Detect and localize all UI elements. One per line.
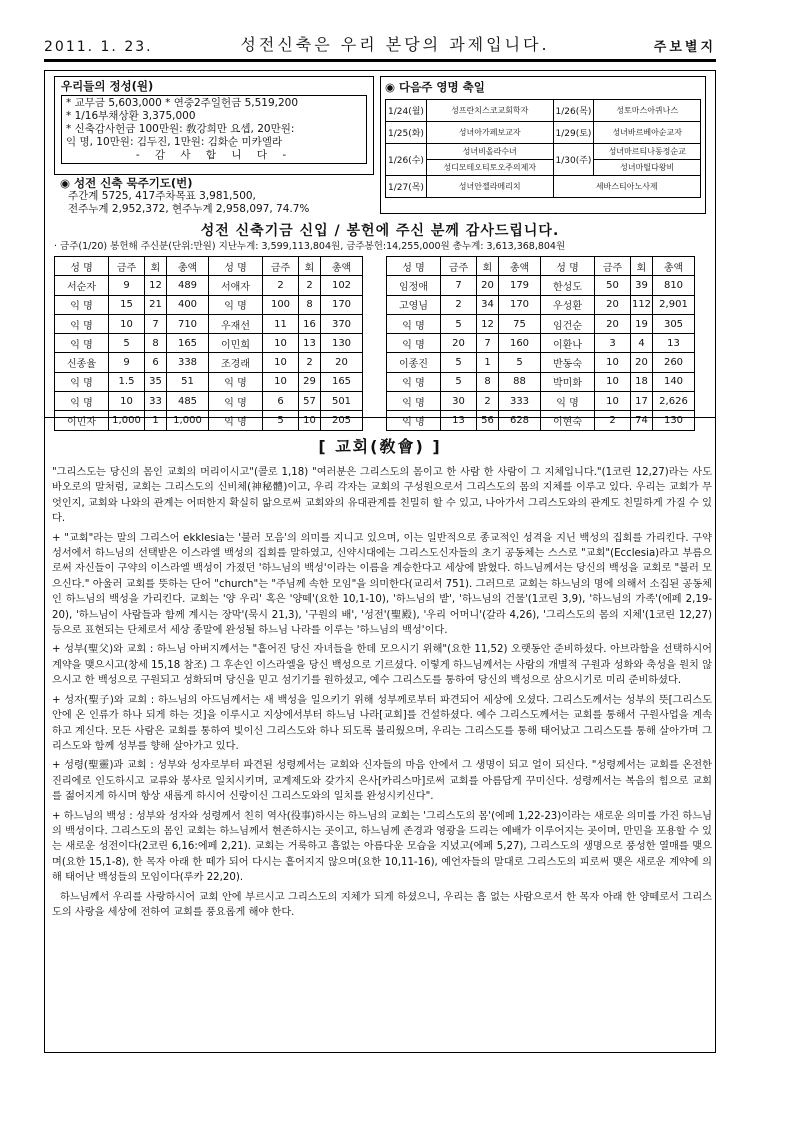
donor-name: 한성도 bbox=[541, 276, 595, 295]
donor-value: 11 bbox=[263, 314, 299, 333]
saint-name: 성녀아가페보교자 bbox=[426, 122, 553, 144]
column-header: 금주 bbox=[109, 257, 145, 276]
column-header: 금주 bbox=[595, 257, 631, 276]
column-header: 회 bbox=[477, 257, 499, 276]
column-header: 성 명 bbox=[387, 257, 441, 276]
table-row bbox=[55, 295, 363, 314]
donor-value: 20 bbox=[595, 314, 631, 333]
donor-value: 75 bbox=[499, 314, 541, 333]
offering-line: * 신축감사헌금 100만원: 敎강희만 요셉, 20만원: bbox=[66, 123, 295, 135]
table-row bbox=[55, 392, 363, 411]
feast-date: 1/29(토) bbox=[553, 122, 594, 144]
offering-line: 익 명, 10만원: 김두진, 1만원: 김화순 미카엘라 bbox=[66, 136, 283, 148]
feast-date: 1/25(화) bbox=[386, 122, 427, 144]
donor-value: 5 bbox=[441, 353, 477, 372]
donor-value: 10 bbox=[595, 372, 631, 391]
donor-name: 익 명 bbox=[387, 411, 441, 430]
donor-value: 102 bbox=[321, 276, 363, 295]
donor-name: 우성환 bbox=[541, 295, 595, 314]
feast-date: 1/30(주) bbox=[553, 144, 594, 176]
donor-value: 12 bbox=[477, 314, 499, 333]
donor-name: 익 명 bbox=[55, 334, 109, 353]
donor-value: 333 bbox=[499, 392, 541, 411]
donor-name: 서애자 bbox=[209, 276, 263, 295]
donor-value: 10 bbox=[109, 314, 145, 333]
table-row bbox=[386, 100, 701, 122]
donor-name: 익 명 bbox=[55, 295, 109, 314]
donor-value: 628 bbox=[499, 411, 541, 430]
donor-value: 29 bbox=[299, 372, 321, 391]
donor-value: 33 bbox=[145, 392, 167, 411]
donor-name: 익 명 bbox=[387, 372, 441, 391]
donor-name: 익 명 bbox=[55, 314, 109, 333]
offering-line: * 1/16부채상환 3,375,000 bbox=[66, 110, 196, 122]
saint-name: 성녀마르티나동정순교 bbox=[594, 144, 701, 160]
donor-value: 56 bbox=[477, 411, 499, 430]
donor-name: 이현숙 bbox=[541, 411, 595, 430]
donor-name: 우재선 bbox=[209, 314, 263, 333]
article-paragraph: "그리스도는 당신의 몸인 교회의 머리이시고"(콜로 1,18) "여러분은 그리스도의 몸이고 한 사람 한 사람이 그 지체입니다."(1코린 12,27)라는 사도 바오로의 말처럼, 교회는 그리스도의 신비체(神秘體)이고, 우리 각자는 교회의 구성원으로서 그리스도의 몸의 지체를 이루고 있다. 우리는 교회가 무엇인지, 교회와 나와의 관계는 어떠한지 확실히 앎으로써 교회와의 유대관계를 친밀히 할 수 있고, 나아가서 그리스도와의 관계도 친밀하게 가질 수 있다. bbox=[52, 467, 712, 525]
feast-date: 1/24(월) bbox=[386, 100, 427, 122]
donor-name: 임건순 bbox=[541, 314, 595, 333]
donor-value: 485 bbox=[167, 392, 209, 411]
donor-value: 6 bbox=[145, 353, 167, 372]
donor-name: 신종율 bbox=[55, 353, 109, 372]
donor-name: 이민희 bbox=[209, 334, 263, 353]
table-row bbox=[55, 276, 363, 295]
donor-value: 20 bbox=[595, 295, 631, 314]
column-header: 성 명 bbox=[55, 257, 109, 276]
donor-name: 익 명 bbox=[55, 372, 109, 391]
donor-value: 10 bbox=[263, 353, 299, 372]
table-row bbox=[386, 176, 701, 198]
fund-summary: · 금주(1/20) 봉헌해 주신분(단위:만원) 지난누계: 3,599,113,804원, 금주봉헌:14,255,000원 총누계: 3,613,368,804원 bbox=[54, 241, 566, 252]
donor-table-right bbox=[386, 256, 695, 431]
column-header: 성 명 bbox=[209, 257, 263, 276]
table-header-row bbox=[55, 257, 363, 276]
donor-value: 1,000 bbox=[109, 411, 145, 430]
donor-value: 5 bbox=[441, 314, 477, 333]
table-row bbox=[55, 372, 363, 391]
donor-value: 100 bbox=[263, 295, 299, 314]
donor-value: 15 bbox=[109, 295, 145, 314]
page-header bbox=[44, 30, 716, 62]
donor-value: 1 bbox=[145, 411, 167, 430]
donor-value: 170 bbox=[321, 295, 363, 314]
donor-value: 88 bbox=[499, 372, 541, 391]
column-header: 총액 bbox=[653, 257, 695, 276]
saint-name: 세바스티아노사제 bbox=[553, 176, 701, 198]
donor-name: 익 명 bbox=[387, 334, 441, 353]
donor-value: 2,626 bbox=[653, 392, 695, 411]
donor-value: 13 bbox=[441, 411, 477, 430]
feast-date: 1/26(수) bbox=[386, 144, 427, 176]
donor-value: 13 bbox=[653, 334, 695, 353]
donor-value: 5 bbox=[263, 411, 299, 430]
saint-name: 성토마스아퀴나스 bbox=[594, 100, 701, 122]
article-paragraph: + 성부(聖父)와 교회 : 하느님 아버지께서는 "흩어진 당신 자녀들을 한데 모으시기 위해"(요한 11,52) 오랫동안 준비하셨다. 아브라함을 선택하시어 계약을 맺으시고(창세 15,18 참조) 그 후손인 이스라엘을 당신 백성으로 기르셨다. 이렇게 하느님께서는 사람의 개별적 구원과 성화와 축성을 원치 않으시고 한 백성으로 구원되고 성화되며 당신을 믿고 섬기기를 원하셨고, 예수 그리스도를 통하여 당신의 백성으로 삼으시기로 미리 준비하셨다. bbox=[52, 644, 712, 687]
donor-value: 501 bbox=[321, 392, 363, 411]
column-header: 총액 bbox=[499, 257, 541, 276]
table-header-row bbox=[387, 257, 695, 276]
donor-value: 10 bbox=[263, 334, 299, 353]
donor-value: 1.5 bbox=[109, 372, 145, 391]
donor-value: 10 bbox=[263, 372, 299, 391]
donor-name: 익 명 bbox=[387, 314, 441, 333]
donor-name: 조경래 bbox=[209, 353, 263, 372]
donor-value: 2 bbox=[477, 392, 499, 411]
donor-value: 5 bbox=[499, 353, 541, 372]
donor-value: 39 bbox=[631, 276, 653, 295]
donor-value: 35 bbox=[145, 372, 167, 391]
donor-name: 이환나 bbox=[541, 334, 595, 353]
article-paragraph: 하느님께서 우리를 사랑하시어 교회 안에 부르시고 그리스도의 지체가 되게 하셨으니, 우리는 흠 없는 사람으로서 한 목자 아래 한 양떼로서 그리스도의 사랑을 세상에 전하여 교회를 풍요롭게 해야 한다. bbox=[52, 891, 712, 918]
column-header: 금주 bbox=[263, 257, 299, 276]
donor-value: 21 bbox=[145, 295, 167, 314]
table-row bbox=[387, 372, 695, 391]
donor-value: 8 bbox=[299, 295, 321, 314]
feast-date: 1/26(목) bbox=[553, 100, 594, 122]
offering-title: 우리들의 정성(원) bbox=[61, 79, 154, 93]
column-header: 회 bbox=[631, 257, 653, 276]
table-row bbox=[387, 334, 695, 353]
donor-value: 5 bbox=[109, 334, 145, 353]
donor-value: 20 bbox=[321, 353, 363, 372]
donor-value: 400 bbox=[167, 295, 209, 314]
donor-value: 5 bbox=[441, 372, 477, 391]
donor-name: 익 명 bbox=[209, 411, 263, 430]
section-divider bbox=[44, 417, 716, 418]
offering-list bbox=[61, 95, 367, 164]
donor-value: 20 bbox=[477, 276, 499, 295]
saint-name: 성디모테오티토오주의제자 bbox=[426, 160, 553, 176]
donor-value: 130 bbox=[653, 411, 695, 430]
donor-value: 7 bbox=[477, 334, 499, 353]
donor-value: 19 bbox=[631, 314, 653, 333]
donor-value: 4 bbox=[631, 334, 653, 353]
donor-value: 9 bbox=[109, 276, 145, 295]
donor-name: 고영님 bbox=[387, 295, 441, 314]
donor-name: 익 명 bbox=[541, 392, 595, 411]
column-header: 금주 bbox=[441, 257, 477, 276]
table-row bbox=[55, 353, 363, 372]
feast-days-box bbox=[380, 76, 706, 214]
table-row bbox=[55, 334, 363, 353]
donor-value: 2 bbox=[299, 276, 321, 295]
donor-value: 7 bbox=[145, 314, 167, 333]
donor-value: 165 bbox=[321, 372, 363, 391]
saint-name: 성녀바르베아순교자 bbox=[594, 122, 701, 144]
article-body bbox=[52, 465, 712, 924]
column-header: 총액 bbox=[321, 257, 363, 276]
donor-value: 2 bbox=[441, 295, 477, 314]
header-slogan: 성전신축은 우리 본당의 과제입니다. bbox=[240, 35, 550, 54]
donor-value: 13 bbox=[299, 334, 321, 353]
donor-value: 260 bbox=[653, 353, 695, 372]
article-paragraph: + 성령(聖靈)과 교회 : 성부와 성자로부터 파견된 성령께서는 교회와 신자들의 마음 안에서 그 생명이 되고 얼이 되신다. "성령께서는 교회를 온전한 진리에로 인도하시고 교류와 봉사로 일치시키며, 교계제도와 갖가지 은사[카리스마]로써 교회를 아름답게 꾸미신다. 성령께서는 복음의 힘으로 교회를 젊어지게 하시며 항상 새롭게 하시어 신랑이신 그리스도와의 일치를 완성시키신다". bbox=[52, 760, 712, 803]
donor-value: 20 bbox=[631, 353, 653, 372]
donor-value: 6 bbox=[263, 392, 299, 411]
donor-name: 반동숙 bbox=[541, 353, 595, 372]
table-row bbox=[386, 122, 701, 144]
donor-name: 익 명 bbox=[387, 392, 441, 411]
donor-value: 205 bbox=[321, 411, 363, 430]
article-paragraph: + 하느님의 백성 : 성부와 성자와 성령께서 친히 역사(役事)하시는 하느님의 교회는 '그리스도의 몸'(에페 1,22-23)이라는 새로운 의미를 가진 하느님의 백성이다. 그리스도의 몸인 교회는 하느님께서 현존하시는 곳이고, 하느님께 존경과 영광을 드리는 예배가 이루어지는 곳이며, 만민을 포용할 수 있는 새로운 성전이다(2코린 6,16:에페 2,21). 교회는 거룩하고 흠없는 아름다운 모습을 지녔고(에페 5,27), 그리스도의 생명으로 풍성한 열매를 맺으며(요한 15,1-8), 한 목자 아래 한 떼가 되어 다시는 흩어지지 않으며(요한 10,11-16), 예언자들의 말대로 그리스도의 피로써 맺은 새로운 계약에 의해 태어난 백성들의 모임이다(루카 22,20). bbox=[52, 810, 712, 884]
donor-value: 74 bbox=[631, 411, 653, 430]
donor-value: 2 bbox=[263, 276, 299, 295]
saint-name: 성녀비올라수녀 bbox=[426, 144, 553, 160]
saint-name: 성녀마틸다왕비 bbox=[594, 160, 701, 176]
table-row bbox=[387, 392, 695, 411]
fund-section-title: 성전 신축기금 신입 / 봉헌에 주신 분께 감사드립니다. bbox=[200, 223, 560, 239]
donor-value: 1 bbox=[477, 353, 499, 372]
donor-value: 10 bbox=[595, 392, 631, 411]
table-row bbox=[387, 295, 695, 314]
donor-value: 489 bbox=[167, 276, 209, 295]
rosary-prayer-box bbox=[54, 176, 374, 220]
donor-name: 익 명 bbox=[209, 372, 263, 391]
donor-value: 30 bbox=[441, 392, 477, 411]
donor-name: 익 명 bbox=[209, 392, 263, 411]
donor-value: 51 bbox=[167, 372, 209, 391]
donor-value: 179 bbox=[499, 276, 541, 295]
rosary-line: 전주누계 2,952,372, 현주누계 2,958,097, 74.7% bbox=[68, 203, 310, 215]
feast-days-table bbox=[385, 99, 701, 198]
table-row bbox=[387, 353, 695, 372]
donor-name: 임정애 bbox=[387, 276, 441, 295]
donor-value: 10 bbox=[299, 411, 321, 430]
column-header: 성 명 bbox=[541, 257, 595, 276]
article-title: [ 교회(敎會) ] bbox=[318, 437, 442, 456]
donor-name: 익 명 bbox=[55, 392, 109, 411]
offering-box bbox=[54, 76, 374, 175]
table-row bbox=[386, 160, 701, 176]
donor-value: 338 bbox=[167, 353, 209, 372]
donor-value: 9 bbox=[109, 353, 145, 372]
table-row bbox=[55, 314, 363, 333]
feast-days-title: ◉ 다음주 영명 축일 bbox=[385, 80, 485, 94]
donor-value: 710 bbox=[167, 314, 209, 333]
column-header: 회 bbox=[145, 257, 167, 276]
donor-name: 서순자 bbox=[55, 276, 109, 295]
donor-value: 16 bbox=[299, 314, 321, 333]
donor-value: 7 bbox=[441, 276, 477, 295]
article-paragraph: + "교회"라는 말의 그리스어 ekklesia는 '불러 모음'의 의미를 지니고 있으며, 이는 일반적으로 종교적인 성격을 지닌 백성의 집회를 가리킨다. 구약성서에서 하느님의 선택받은 이스라엘 백성의 집회를 말하였고, 신약시대에는 그리스도신자들의 초기 공동체는 스스로 "교회"(Ecclesia)라고 부름으로써 자신들이 구약의 이스라엘 백성이 가졌던 '하느님의 백성'이라는 이름을 계승한다고 세상에 밝혔다. 하느님께서는 당신의 백성을 교회로 "불러 모으신다." 아울러 교회를 뜻하는 단어 "church"는 "주님께 속한 모임"을 의미한다(교리서 751). 그러므로 교회는 하느님의 명에 의해서 소집된 공동체인 하느님의 백성을 가리킨다. 교회는 '양 우리' 혹은 '양떼'(요한 10,1-10), '하느님의 밭', '하느님의 건물'(1코린 3,9), '하느님의 가족'(에페 2,19-20), '하느님이 사람들과 함께 계시는 장막'(묵시 21,3), '구원의 배', '성전'(聖殿), '우리 어머니'(갈라 4,26), '그리스도의 몸의 지체'(1코린 12,27) 등으로 표현되는 단체로서 세상 종말에 완성될 하느님 나라를 이루는 '하느님의 백성'이다. bbox=[52, 532, 712, 637]
table-row bbox=[387, 276, 695, 295]
donor-name: 이민자 bbox=[55, 411, 109, 430]
donor-value: 12 bbox=[145, 276, 167, 295]
donor-value: 112 bbox=[631, 295, 653, 314]
donor-value: 1,000 bbox=[167, 411, 209, 430]
donor-value: 10 bbox=[109, 392, 145, 411]
donor-value: 8 bbox=[145, 334, 167, 353]
table-row bbox=[386, 144, 701, 160]
donor-table-left bbox=[54, 256, 363, 431]
donor-value: 3 bbox=[595, 334, 631, 353]
rosary-title: ◉ 성전 신축 묵주기도(번) bbox=[60, 176, 193, 190]
donor-value: 2 bbox=[299, 353, 321, 372]
donor-name: 이종진 bbox=[387, 353, 441, 372]
donor-value: 140 bbox=[653, 372, 695, 391]
column-header: 회 bbox=[299, 257, 321, 276]
donor-value: 57 bbox=[299, 392, 321, 411]
table-row bbox=[387, 411, 695, 430]
offering-line: * 교무금 5,603,000 * 연중2주일헌금 5,519,200 bbox=[66, 97, 299, 109]
donor-value: 20 bbox=[441, 334, 477, 353]
donor-value: 130 bbox=[321, 334, 363, 353]
table-row bbox=[55, 411, 363, 430]
feast-date: 1/27(목) bbox=[386, 176, 427, 198]
saint-name: 성프란치스코교회학자 bbox=[426, 100, 553, 122]
bulletin-label: 주보별지 bbox=[653, 40, 716, 55]
donor-value: 10 bbox=[595, 353, 631, 372]
bulletin-date: 2011. 1. 23. bbox=[44, 39, 153, 55]
donor-value: 160 bbox=[499, 334, 541, 353]
donor-value: 18 bbox=[631, 372, 653, 391]
donor-value: 170 bbox=[499, 295, 541, 314]
donor-value: 2,901 bbox=[653, 295, 695, 314]
column-header: 총액 bbox=[167, 257, 209, 276]
article-paragraph: + 성자(聖子)와 교회 : 하느님의 아드님께서는 새 백성을 일으키기 위해 성부께로부터 파견되어 세상에 오셨다. 그리스도께서는 성부의 뜻[그리스도 안에 온 인류가 하나 되게 하는 것]을 이루시고 지상에서부터 하느님 나라[교회]를 건설하셨다. 예수 그리스도께서는 교회를 통해서 구원사업을 계속하고 계신다. 모든 사람은 교회를 통하여 빛이신 그리스도와 하나 되도록 불리웠으며, 우리는 그리스도를 통해 태어났고 그리스도를 통해 살아가며 그리스도와 함께 성부를 향해 살아가고 있다. bbox=[52, 694, 712, 752]
donor-value: 370 bbox=[321, 314, 363, 333]
rosary-line: 주간계 5725, 417주차목표 3,981,500, bbox=[68, 190, 256, 202]
donor-value: 2 bbox=[595, 411, 631, 430]
offering-thanks: - 감 사 합 니 다 - bbox=[135, 149, 293, 161]
donor-value: 17 bbox=[631, 392, 653, 411]
saint-name: 성녀안젤라메리치 bbox=[426, 176, 553, 198]
donor-value: 8 bbox=[477, 372, 499, 391]
donor-name: 박미화 bbox=[541, 372, 595, 391]
donor-value: 810 bbox=[653, 276, 695, 295]
donor-value: 165 bbox=[167, 334, 209, 353]
donor-value: 34 bbox=[477, 295, 499, 314]
donor-name: 익 명 bbox=[209, 295, 263, 314]
donor-value: 305 bbox=[653, 314, 695, 333]
donor-value: 50 bbox=[595, 276, 631, 295]
table-row bbox=[387, 314, 695, 333]
